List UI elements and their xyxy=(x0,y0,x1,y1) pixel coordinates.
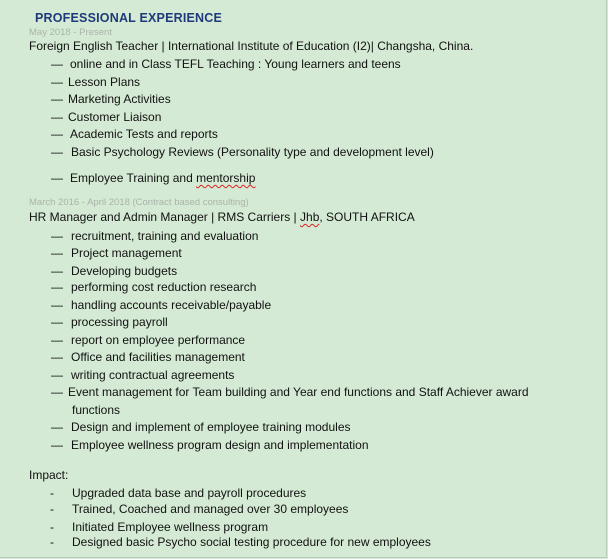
hyphen: - xyxy=(50,486,54,500)
item-text: Trained, Coached and managed over 30 employees xyxy=(72,502,349,516)
job1-title: Foreign English Teacher | International Institute of Education (I2)| Changsha, China. xyxy=(29,39,474,53)
job2-item xyxy=(51,350,245,364)
dash: — xyxy=(51,438,63,452)
job2-title-text: HR Manager and Admin Manager | RMS Carriers | xyxy=(29,210,301,224)
dash: — xyxy=(51,127,63,141)
dash: — xyxy=(51,315,63,329)
dash: — xyxy=(51,75,63,89)
job1-item xyxy=(51,110,161,124)
item-text: Lesson Plans xyxy=(68,75,141,89)
dash: — xyxy=(51,280,63,294)
dash: — xyxy=(51,298,63,312)
job2-item xyxy=(51,298,271,312)
dash: — xyxy=(51,246,63,260)
dash: — xyxy=(51,229,63,243)
dash: — xyxy=(51,368,63,382)
spellcheck-flagged-word[interactable]: mentorship xyxy=(196,171,256,185)
job2-item xyxy=(51,438,369,452)
item-text: writing contractual agreements xyxy=(71,368,235,382)
item-text: Employee Training and xyxy=(70,171,197,185)
job1-item xyxy=(51,92,171,106)
impact-item xyxy=(50,486,306,500)
job1-item xyxy=(51,145,434,159)
impact-label: Impact: xyxy=(29,468,69,482)
job2-title-text: , SOUTH AFRICA xyxy=(319,210,415,224)
spellcheck-flagged-word[interactable]: Jhb xyxy=(300,210,320,224)
item-text: processing payroll xyxy=(71,315,168,329)
job1-item xyxy=(51,57,401,71)
dash: — xyxy=(51,110,63,124)
item-text: online and in Class TEFL Teaching : Young learners and teens xyxy=(70,57,401,71)
job2-item xyxy=(51,229,258,243)
job2-title xyxy=(29,210,415,224)
item-text: Basic Psychology Reviews (Personality type and development level) xyxy=(71,145,434,159)
item-text: Design and implement of employee training modules xyxy=(71,420,351,434)
impact-item xyxy=(50,535,431,549)
item-text: Office and facilities management xyxy=(71,350,245,364)
dash: — xyxy=(51,264,63,278)
item-text: recruitment, training and evaluation xyxy=(71,229,259,243)
section-heading: PROFESSIONAL EXPERIENCE xyxy=(35,11,223,25)
dash: — xyxy=(51,385,63,399)
job2-item xyxy=(51,315,168,329)
item-text: Designed basic Psycho social testing procedure for new employees xyxy=(72,535,431,549)
item-text: Upgraded data base and payroll procedures xyxy=(72,486,307,500)
job2-item xyxy=(51,385,529,399)
dash: — xyxy=(51,171,63,185)
dash: — xyxy=(51,92,63,106)
job1-item xyxy=(51,171,255,185)
job2-item xyxy=(51,280,256,294)
job1-date: May 2018 - Present xyxy=(29,27,112,38)
job2-item-continuation: functions xyxy=(72,403,121,417)
job1-item xyxy=(51,75,140,89)
item-text: Project management xyxy=(71,246,182,260)
item-text: Developing budgets xyxy=(71,264,178,278)
item-text: Event management for Team building and Year end functions and Staff Achiever award xyxy=(68,385,529,399)
item-text: handling accounts receivable/payable xyxy=(71,298,272,312)
item-text: report on employee performance xyxy=(71,333,246,347)
item-text: Employee wellness program design and implementation xyxy=(71,438,369,452)
job2-item xyxy=(51,246,182,260)
job1-item xyxy=(51,127,218,141)
job2-item xyxy=(51,368,234,382)
job2-date: March 2016 - April 2018 (Contract based consulting) xyxy=(29,197,249,208)
job2-item xyxy=(51,420,351,434)
job2-item xyxy=(51,333,245,347)
hyphen: - xyxy=(50,520,54,534)
impact-item xyxy=(50,502,348,516)
dash: — xyxy=(51,350,63,364)
item-text: Marketing Activities xyxy=(68,92,171,106)
job2-item xyxy=(51,264,177,278)
hyphen: - xyxy=(50,535,54,549)
dash: — xyxy=(51,333,63,347)
dash: — xyxy=(51,420,63,434)
item-text: Academic Tests and reports xyxy=(70,127,218,141)
dash: — xyxy=(51,145,63,159)
hyphen: - xyxy=(50,502,54,516)
item-text: performing cost reduction research xyxy=(71,280,257,294)
dash: — xyxy=(51,57,63,71)
impact-item xyxy=(50,520,268,534)
item-text: Initiated Employee wellness program xyxy=(72,520,269,534)
item-text: Customer Liaison xyxy=(68,110,162,124)
